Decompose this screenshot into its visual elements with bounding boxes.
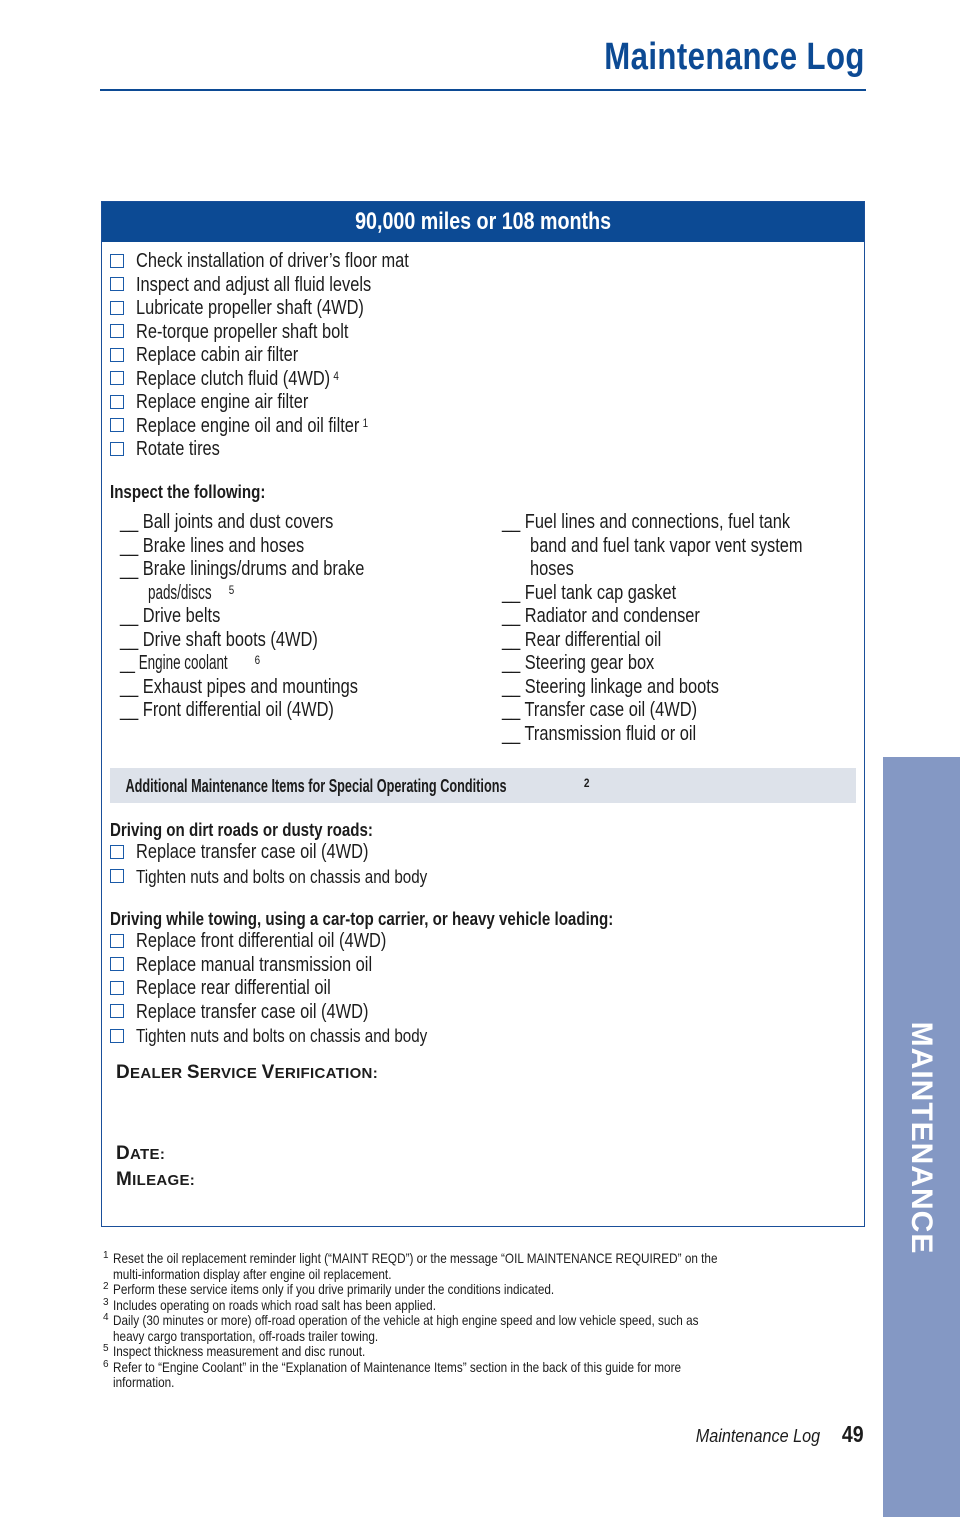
checkbox[interactable]	[110, 371, 124, 385]
page-title: Maintenance Log	[604, 36, 865, 78]
checklist-label: Replace transfer case oil (4WD)	[136, 841, 369, 863]
checkbox[interactable]	[110, 934, 124, 948]
additional-items-header: Additional Maintenance Items for Special Operating Conditions $^2$	[110, 768, 856, 803]
checklist-label: Replace engine oil and oil filter $^1$	[136, 414, 369, 437]
checkbox[interactable]	[110, 845, 124, 859]
checkbox[interactable]	[110, 418, 124, 432]
checklist-label: Tighten nuts and bolts on chassis and body	[136, 865, 428, 887]
inspect-item: __ Engine coolant $^6$	[120, 652, 261, 674]
date-label: DATE:	[116, 1143, 166, 1164]
inspect-list-right	[502, 511, 862, 746]
footnote: 3 Includes operating on roads which road salt has been applied.	[103, 1296, 436, 1313]
checklist-item[interactable]	[110, 438, 238, 461]
inspect-item: __ Rear differential oil	[502, 628, 662, 651]
checklist-label: Replace front differential oil (4WD)	[136, 930, 387, 952]
checklist-item[interactable]	[110, 865, 491, 888]
checkbox[interactable]	[110, 957, 124, 971]
footnote: 4 Daily (30 minutes or more) off-road operation of the vehicle at high engine speed and low vehicle speed, such as heavy cargo transportation, off-roads trailer towing.	[103, 1312, 699, 1344]
footnote-ref: 4	[333, 368, 339, 383]
inspect-item-continued: band and fuel tank vapor vent system	[530, 534, 803, 557]
checklist-item[interactable]	[110, 977, 374, 1000]
title-rule	[100, 89, 866, 91]
inspect-item-continued: hoses	[530, 558, 574, 580]
inspect-item: __ Fuel tank cap gasket	[502, 581, 677, 604]
checklist-item[interactable]	[110, 841, 419, 864]
checklist-item[interactable]	[110, 930, 441, 953]
inspect-item: __ Drive shaft boots (4WD)	[120, 628, 318, 651]
inspect-item: __ Ball joints and dust covers	[120, 511, 334, 533]
checklist-label: Tighten nuts and bolts on chassis and body	[136, 1025, 428, 1046]
checklist-item[interactable]	[110, 250, 469, 273]
checklist-item[interactable]	[110, 954, 424, 977]
inspect-item: __ Steering gear box	[502, 652, 655, 674]
checklist-label: Rotate tires	[136, 438, 220, 460]
checklist-item[interactable]	[110, 1024, 491, 1047]
inspect-item: __ Steering linkage and boots	[502, 675, 720, 698]
footnote: 6 Refer to “Engine Coolant” in the “Explanation of Maintenance Items” section in the back of this guide for more information.	[103, 1358, 682, 1390]
footer-section-label: Maintenance Log	[695, 1426, 820, 1446]
dirt-roads-heading: Driving on dirt roads or dusty roads:	[110, 820, 373, 840]
checklist-label: Re-torque propeller shaft bolt	[136, 320, 349, 343]
checkbox[interactable]	[110, 442, 124, 456]
checklist-item[interactable]	[110, 274, 423, 297]
checklist-label: Check installation of driver’s floor mat	[136, 250, 409, 272]
checklist-item[interactable]	[110, 297, 414, 320]
inspect-item: __ Drive belts	[120, 605, 221, 627]
checklist-item[interactable]	[110, 321, 395, 344]
service-interval-box	[101, 201, 865, 1227]
inspect-item: __ Exhaust pipes and mountings	[120, 675, 358, 698]
page-number: 49	[842, 1421, 864, 1447]
checkbox[interactable]	[110, 981, 124, 995]
checklist-item[interactable]	[110, 368, 383, 391]
inspect-item: __ Fuel lines and connections, fuel tank	[502, 511, 791, 533]
inspect-heading: Inspect the following:	[110, 482, 266, 502]
checklist-label: Lubricate propeller shaft (4WD)	[136, 297, 364, 319]
side-tab-label: MAINTENANCE	[905, 1021, 938, 1255]
checkbox[interactable]	[110, 277, 124, 291]
footnote-ref: 2	[583, 776, 590, 790]
inspect-item: __ Transmission fluid or oil	[502, 722, 697, 745]
footnote: 2 Perform these service items only if you drive primarily under the conditions indicated.	[103, 1281, 555, 1297]
towing-heading: Driving while towing, using a car-top carrier, or heavy vehicle loading:	[110, 909, 614, 929]
checklist-item[interactable]	[110, 344, 334, 367]
inspect-item: __ Transfer case oil (4WD)	[502, 699, 698, 721]
checkbox[interactable]	[110, 1004, 124, 1018]
inspect-item-continued: pads/discs $^5$	[148, 581, 235, 604]
dealer-verification-label: DEALER SERVICE VERIFICATION:	[116, 1062, 378, 1083]
footnotes	[103, 1251, 863, 1391]
inspect-item: __ Radiator and condenser	[502, 605, 700, 627]
footnote-ref: 6	[254, 653, 261, 667]
footnote-ref: 1	[362, 415, 369, 430]
checklist-item[interactable]	[110, 415, 419, 438]
interval-header	[102, 202, 864, 242]
footnote: 5 Inspect thickness measurement and disc runout.	[103, 1343, 366, 1359]
checkbox[interactable]	[110, 324, 124, 338]
checkbox[interactable]	[110, 348, 124, 362]
checkbox[interactable]	[110, 301, 124, 315]
inspect-item: __ Front differential oil (4WD)	[120, 699, 334, 721]
inspect-item: __ Brake linings/drums and brake	[120, 558, 365, 580]
inspect-item: __ Brake lines and hoses	[120, 534, 305, 557]
footnote: 1 Reset the oil replacement reminder light (“MAINT REQD”) or the message “OIL MAINTENANCE REQUIRED” on the multi-information display after engine oil replacement.	[103, 1250, 718, 1282]
checkbox[interactable]	[110, 869, 124, 883]
checklist-label: Replace rear differential oil	[136, 977, 331, 999]
checklist-label: Replace clutch fluid (4WD) $^4$	[136, 367, 339, 390]
interval-title: 90,000 miles or 108 months	[355, 208, 611, 235]
checklist-item[interactable]	[110, 1001, 419, 1024]
checklist-label: Replace transfer case oil (4WD)	[136, 1000, 369, 1023]
checkbox[interactable]	[110, 395, 124, 409]
checkbox[interactable]	[110, 254, 124, 268]
checklist-label: Inspect and adjust all fluid levels	[136, 273, 372, 296]
mileage-label: MILEAGE:	[116, 1169, 196, 1190]
footnote-ref: 5	[228, 582, 235, 597]
checkbox[interactable]	[110, 1029, 124, 1043]
inspect-list-left	[120, 511, 418, 723]
checklist-item[interactable]	[110, 391, 346, 414]
checklist-label: Replace manual transmission oil	[136, 953, 373, 976]
checklist-label: Replace cabin air filter	[136, 344, 299, 366]
checklist-label: Replace engine air filter	[136, 391, 309, 413]
